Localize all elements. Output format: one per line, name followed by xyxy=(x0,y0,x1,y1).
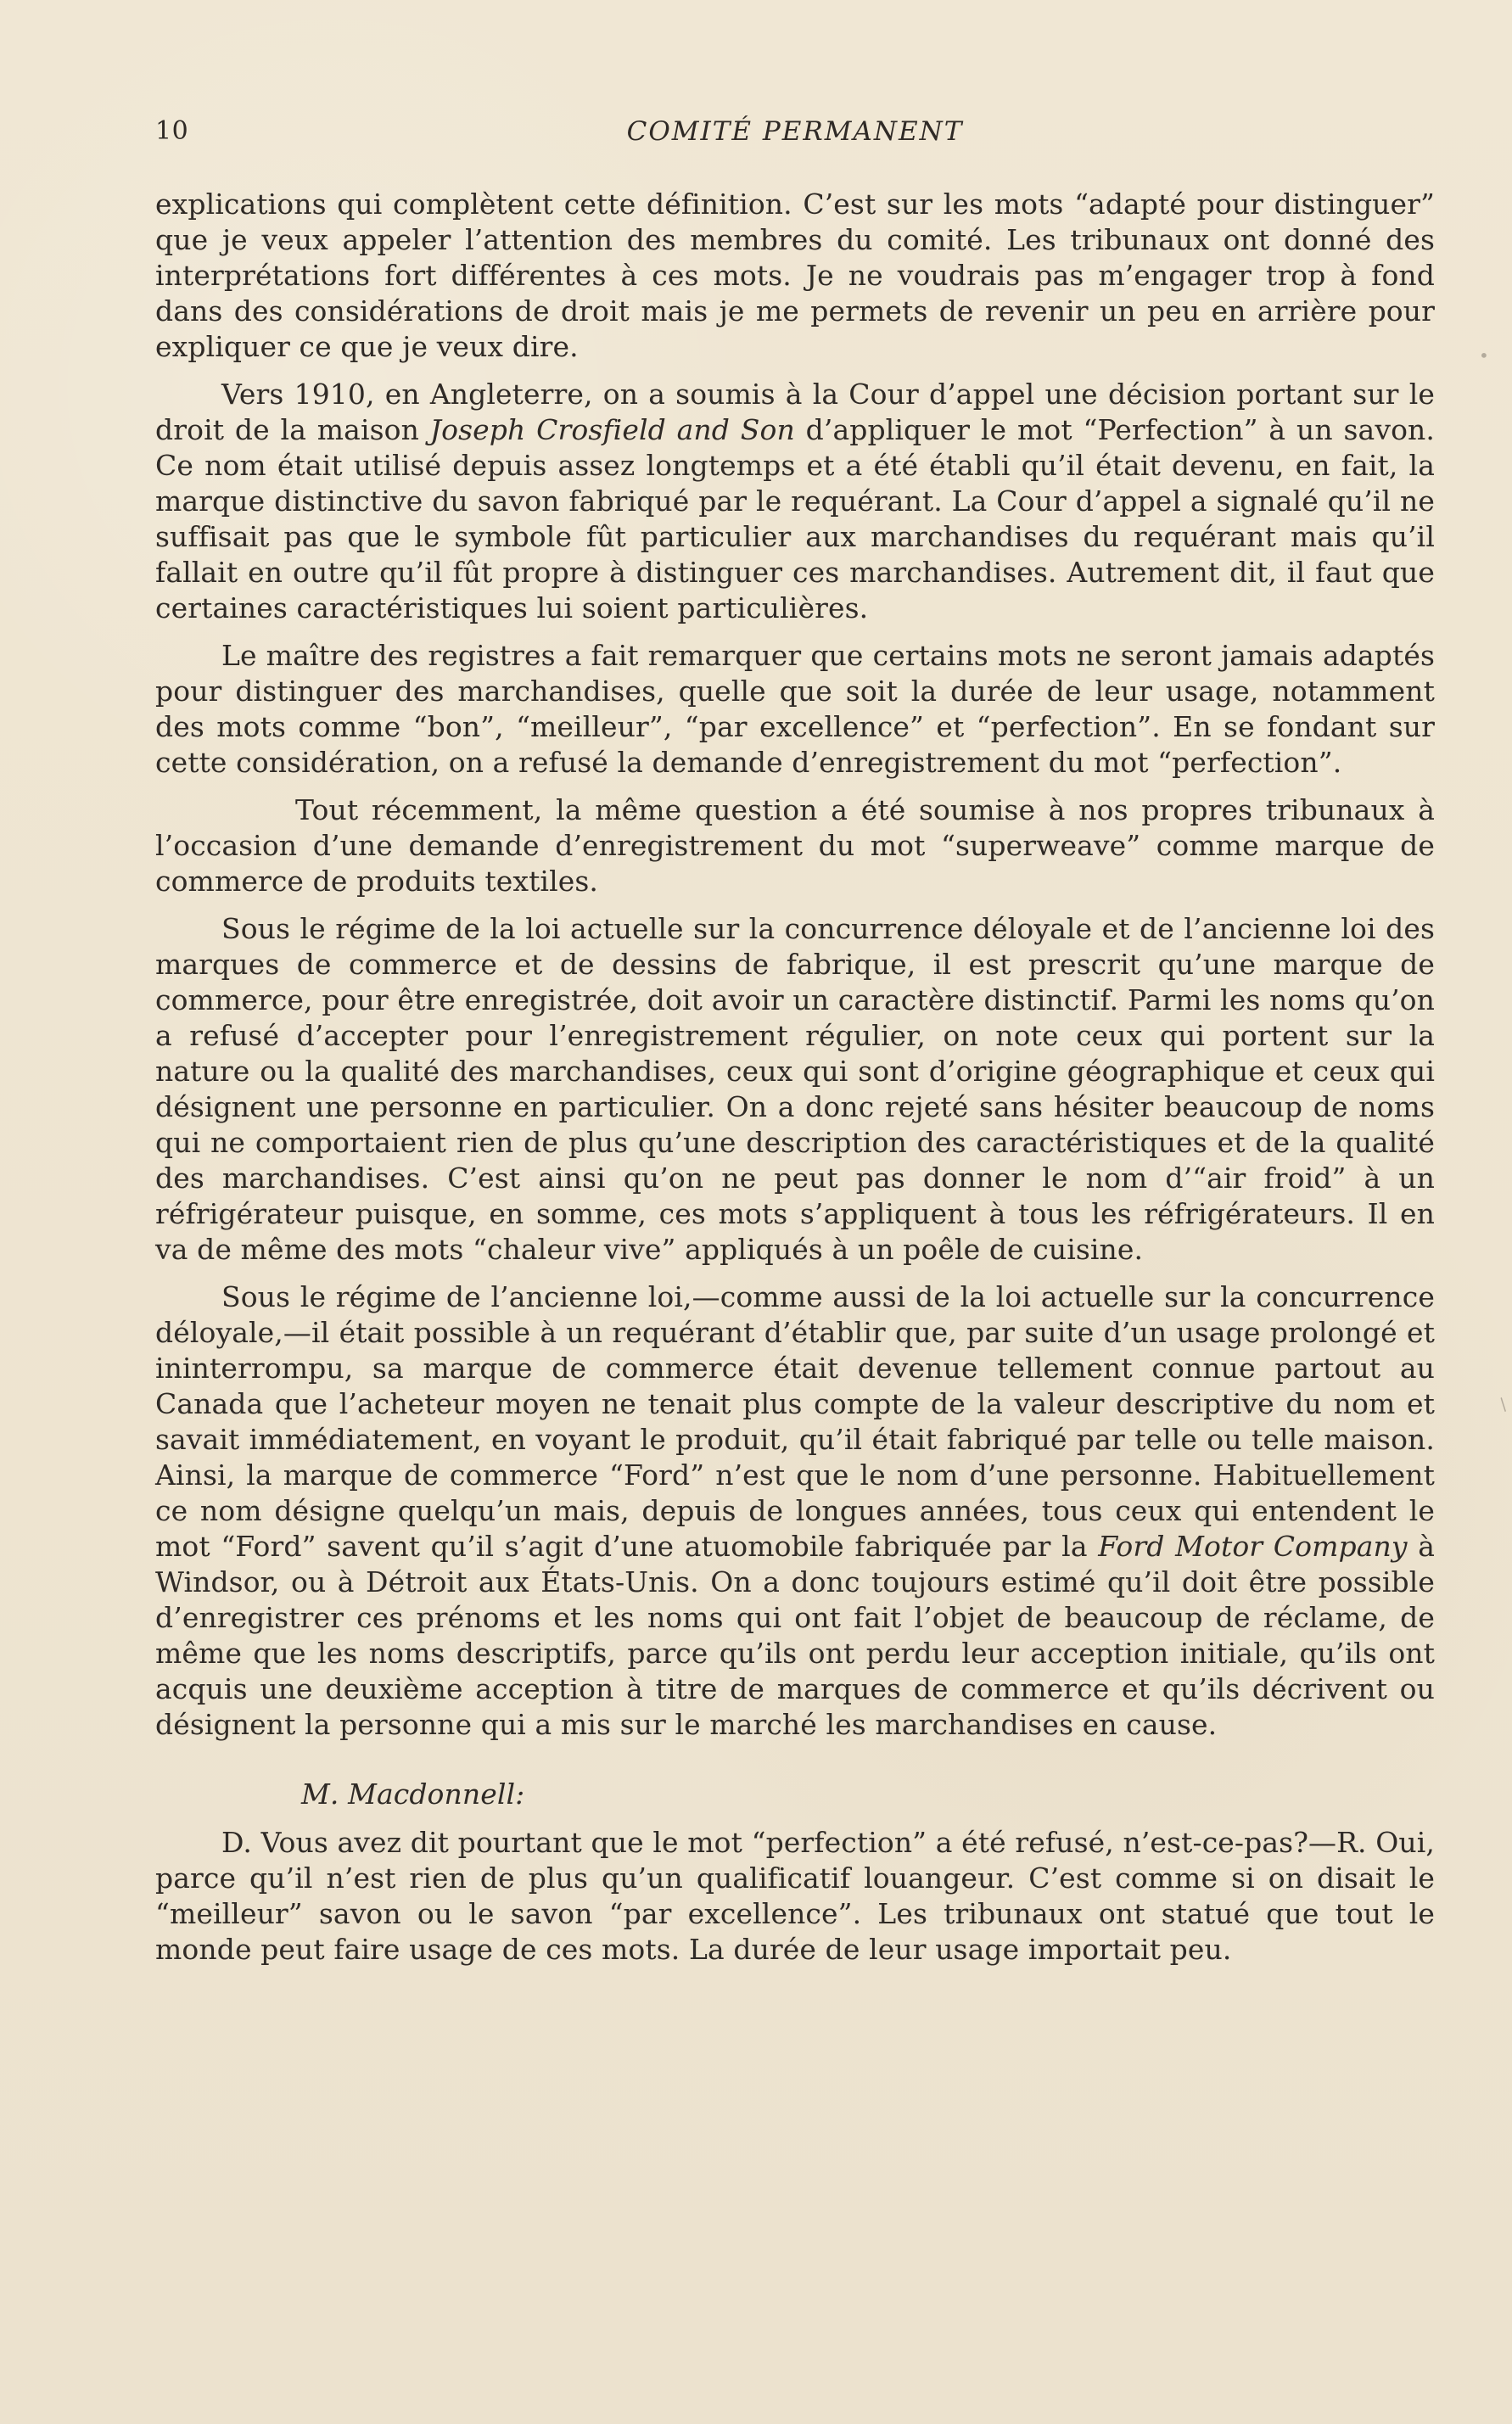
paragraph-2-after: d’appliquer le mot “Perfection” à un savon. Ce nom était utilisé depuis assez longtemps et a été établi qu’il était devenu, en fait, la marque distinctive du savon fabriqué par le requérant. La Cour d’appel a signalé qu’il ne suffisait pas que le symbole fût particulier aux marchandises du requérant mais qu’il fallait en outre qu’il fût propre à distinguer ces marchandises. Autrement dit, il faut que certaines caractéristiques lui soient particulières. xyxy=(155,413,1435,624)
paragraph-4: Tout récemment, la même question a été soumise à nos propres tribunaux à l’occasion d’une demande d’enregistrement du mot “superweave” comme marque de commerce de produits textiles. xyxy=(155,793,1435,898)
page-number: 10 xyxy=(155,116,189,146)
paragraph-2-before: Vers 1910, en Angleterre, on a soumis à la Cour d’appel une décision portant sur le droit de la maison xyxy=(155,378,1435,446)
margin-slash: / xyxy=(1494,1394,1512,1414)
page-header xyxy=(155,115,1435,148)
margin-dot: • xyxy=(1479,345,1489,366)
paragraph-1: explications qui complètent cette définition. C’est sur les mots “adapté pour distinguer” que je veux appeler l’attention des membres du comité. Les tribunaux ont donné des interprétations fort différentes à ces mots. Je ne voudrais pas m’engager trop à fond dans des considérations de droit mais je me permets de revenir un peu en arrière pour expliquer ce que je veux dire. xyxy=(155,188,1435,363)
paragraph-2 xyxy=(155,377,1435,626)
paragraph-6-after: à Windsor, ou à Détroit aux États-Unis. On a donc toujours estimé qu’il doit être possible d’enregistrer ces prénoms et les noms qui ont fait l’objet de beaucoup de réclame, de même que les noms descriptifs, parce qu’ils ont perdu leur acception initiale, qu’ils ont acquis une deuxième acception à titre de marques de commerce et qu’ils décrivent ou désignent la personne qui a mis sur le marché les marchandises en cause. xyxy=(155,1530,1435,1741)
speaker-label: M. Macdonnell: xyxy=(301,1777,525,1811)
paragraph-6 xyxy=(155,1279,1435,1743)
paragraph-5: Sous le régime de la loi actuelle sur la concurrence déloyale et de l’ancienne loi des marques de commerce et de dessins de fabrique, il est prescrit qu’une marque de commerce, pour être enregistrée, doit avoir un caractère distinctif. Parmi les noms qu’on a refusé d’accepter pour l’enregistrement régulier, on note ceux qui portent sur la nature ou la qualité des marchandises, ceux qui sont d’origine géographique et ceux qui désignent une personne en particulier. On a donc rejeté sans hésiter beaucoup de noms qui ne comportaient rien de plus qu’une description des caractéristiques et de la qualité des marchandises. C’est ainsi qu’on ne peut pas donner le nom d’“air froid” à un réfrigérateur puisque, en somme, ces mots s’appliquent à tous les réfrigérateurs. Il en va de même des mots “chaleur vive” appliqués à un poêle de cuisine. xyxy=(155,912,1435,1266)
paragraph-2-company-name: Joseph Crosfield and Son xyxy=(429,413,795,446)
paragraph-3: Le maître des registres a fait remarquer que certains mots ne seront jamais adaptés pour distinguer des marchandises, quelle que soit la durée de leur usage, notamment des mots comme “bon”, “meilleur”, “par excellence” et “perfection”. En se fondant sur cette considération, on a refusé la demande d’enregistrement du mot “perfection”. xyxy=(155,639,1435,779)
running-head: COMITÉ PERMANENT xyxy=(626,116,964,147)
paragraph-6-company-name: Ford Motor Company xyxy=(1098,1530,1408,1563)
final-paragraph: D. Vous avez dit pourtant que le mot “perfection” a été refusé, n’est-ce-pas?—R. Oui, parce qu’il n’est rien de plus qu’un qualificatif louangeur. C’est comme si on disait le “meilleur” savon ou le savon “par excellence”. Les tribunaux ont statué que tout le monde peut faire usage de ces mots. La durée de leur usage importait peu. xyxy=(155,1826,1435,1966)
document-body xyxy=(155,187,1435,1979)
paragraph-6-before: Sous le régime de l’ancienne loi,—comme aussi de la loi actuelle sur la concurrence déloyale,—il était possible à un requérant d’établir que, par suite d’un usage prolongé et ininterrompu, sa marque de commerce était devenue tellement connue partout au Canada que l’acheteur moyen ne tenait plus compte de la valeur descriptive du nom et savait immédiatement, en voyant le produit, qu’il était fabriqué par telle ou telle maison. Ainsi, la marque de commerce “Ford” n’est que le nom d’une personne. Habituellement ce nom désigne quelqu’un mais, depuis de longues années, tous ceux qui entendent le mot “Ford” savent qu’il s’agit d’une atuomobile fabriquée par la xyxy=(155,1280,1435,1563)
